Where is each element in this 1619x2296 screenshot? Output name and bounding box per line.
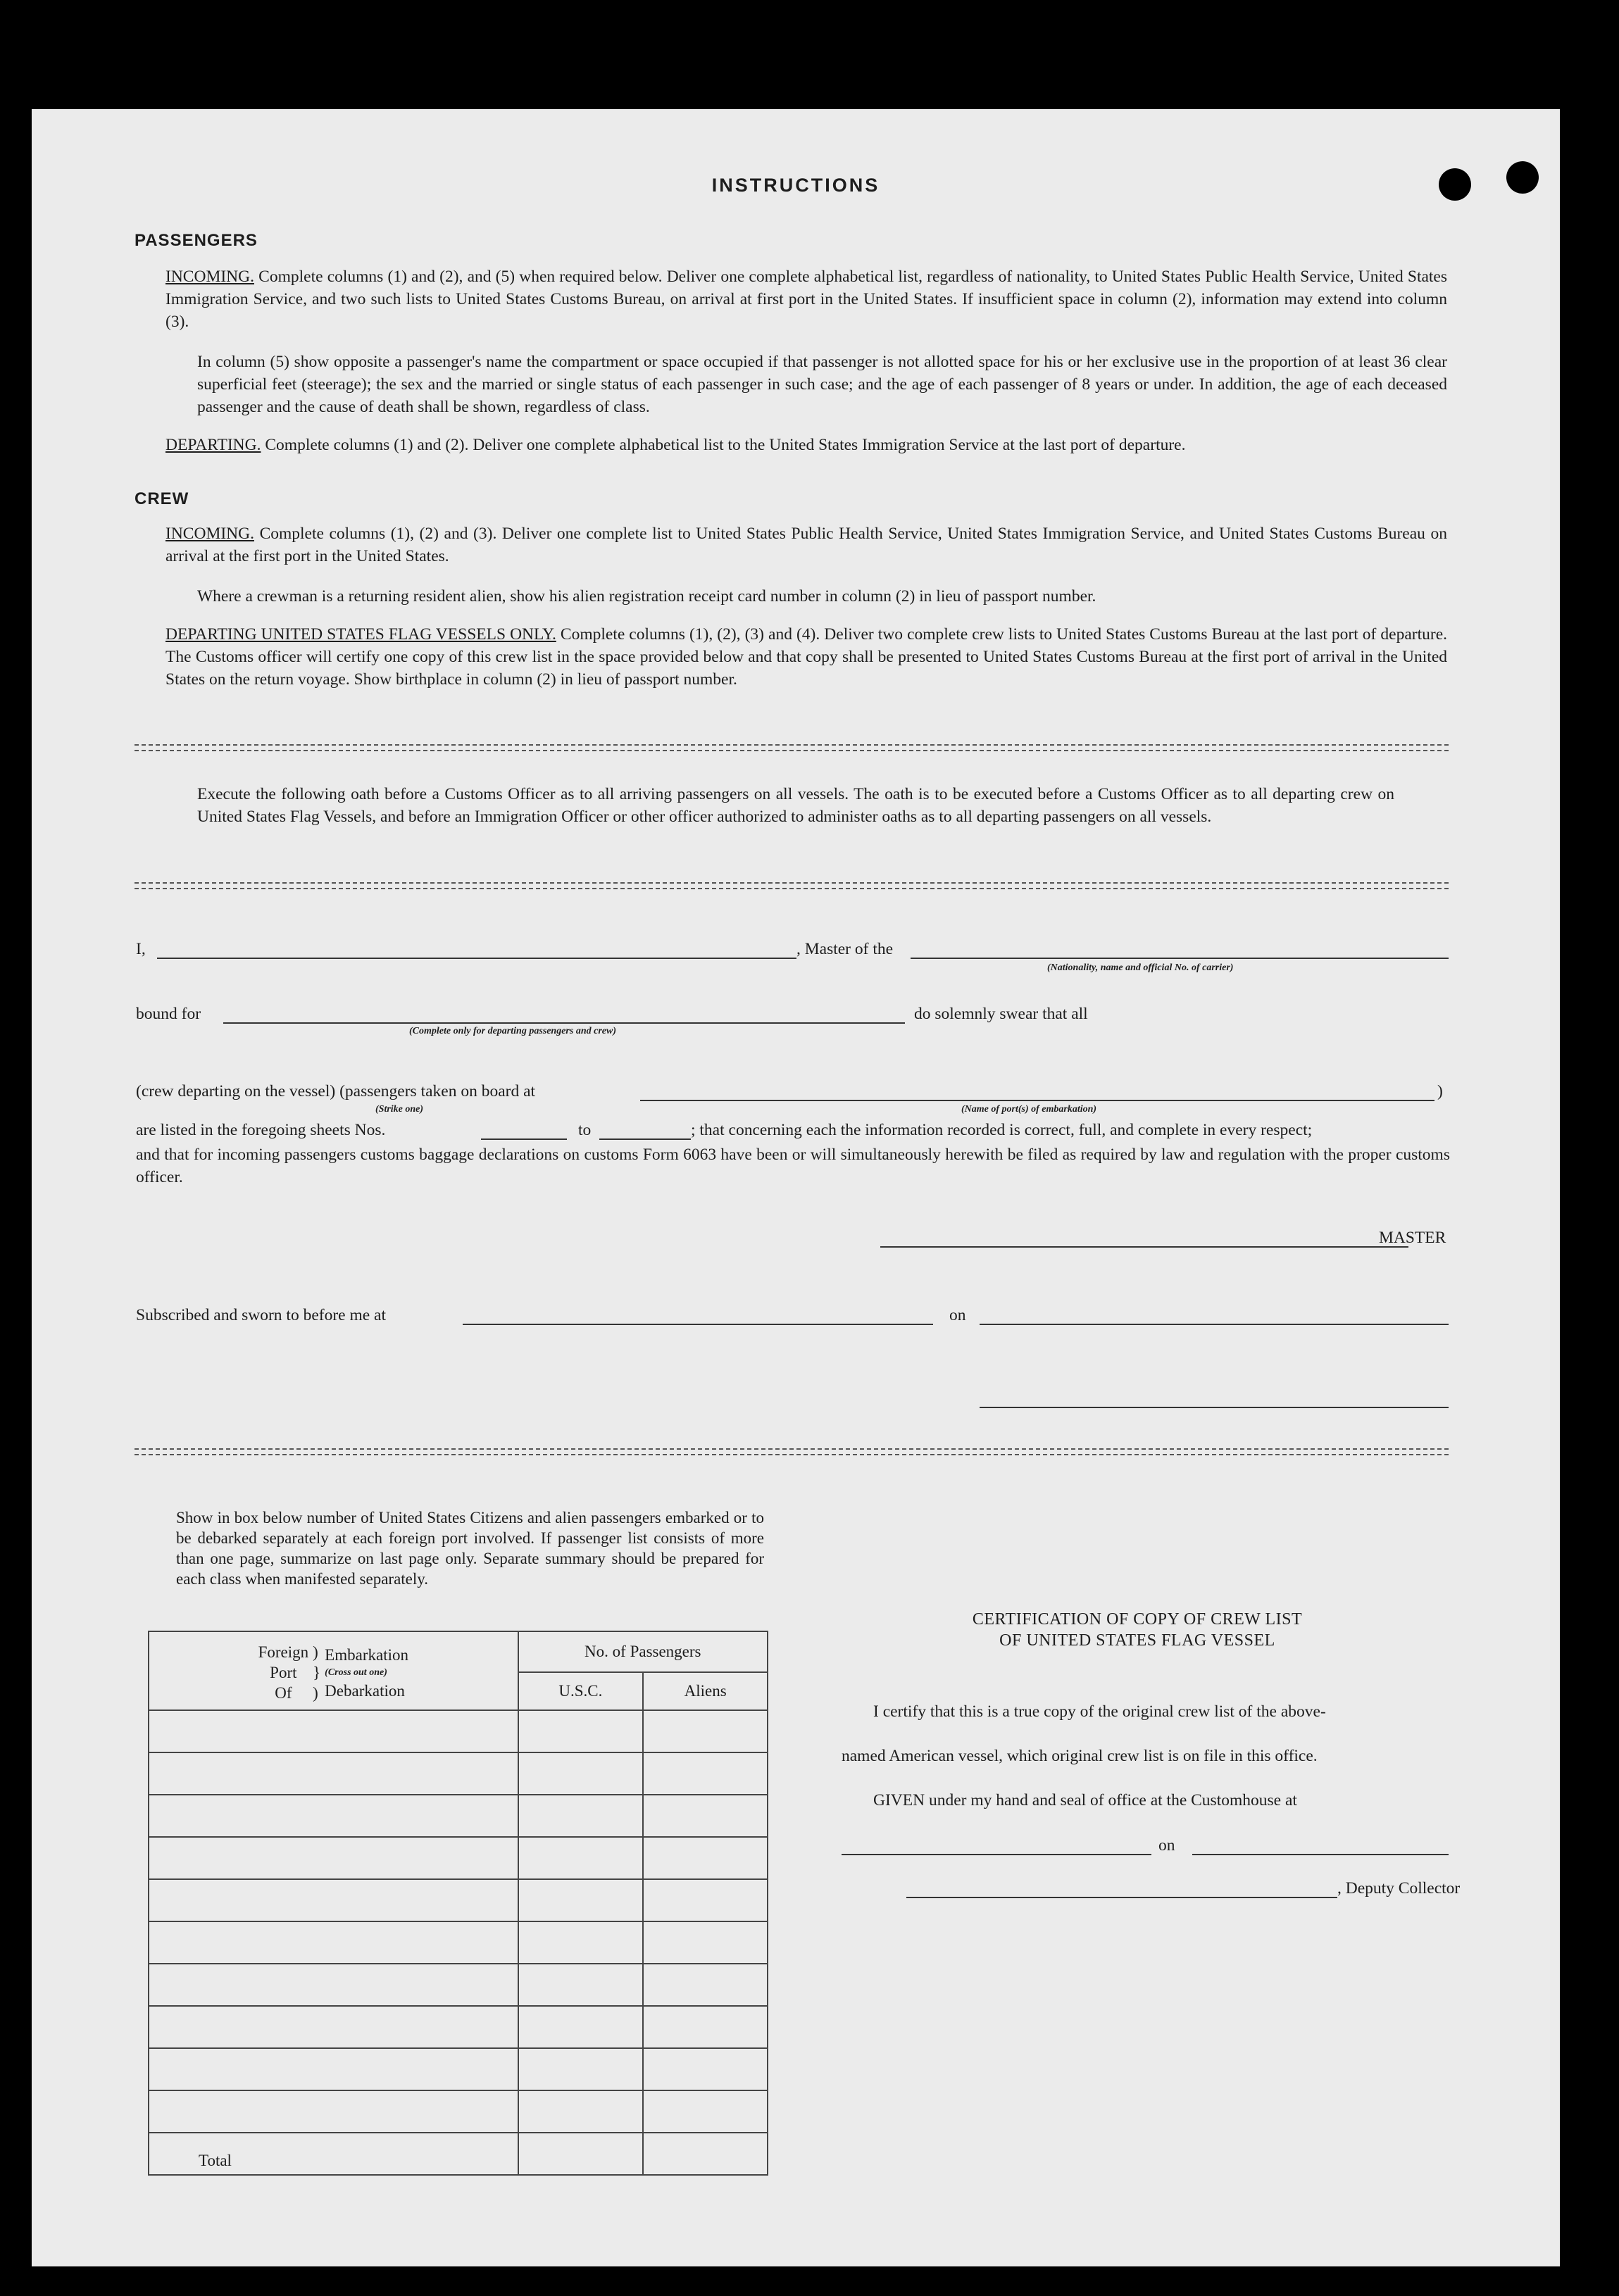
usc-cell[interactable]	[518, 1964, 644, 2006]
certification-title-line2: OF UNITED STATES FLAG VESSEL	[999, 1631, 1275, 1650]
crew-heading: CREW	[135, 489, 189, 508]
passengers-incoming-label: INCOMING.	[165, 268, 254, 286]
passengers-incoming-text: Complete columns (1) and (2), and (5) when required below. Deliver one complete alphabetical list, regardless of nationality, to United States Public Health Service, United States Immigration Service, and two such lists to United States Customs Bureau, on arrival at first port in the United States. If insufficient space in column (2), information may extend into column (3).	[165, 268, 1448, 331]
table-row	[149, 2048, 768, 2090]
crew-departing-label: DEPARTING UNITED STATES FLAG VESSELS ONLY.	[165, 625, 556, 644]
strike-caption: (Strike one)	[375, 1104, 424, 1115]
port-cell[interactable]	[149, 1752, 518, 1795]
usc-header: U.S.C.	[518, 1672, 644, 1710]
sheet-from-field[interactable]	[481, 1138, 567, 1140]
column5-paragraph	[197, 351, 1447, 418]
aliens-cell[interactable]	[643, 2006, 768, 2048]
aliens-cell[interactable]	[643, 2048, 768, 2090]
master-name-field[interactable]	[157, 958, 796, 959]
to-label: to	[578, 1121, 592, 1139]
passengers-departing-paragraph	[165, 434, 1447, 456]
crew-departing-text: Complete columns (1), (2), (3) and (4). Deliver two complete crew lists to United States Customs Bureau at the last port of departure. The Customs officer will certify one copy of this crew list in the space provided below and that copy shall be presented to United States Customs Bureau at the first port of arrival in the United States on the return voyage. Show birthplace in column (2) in lieu of passport number.	[165, 625, 1447, 689]
table-row	[149, 1710, 768, 1752]
total-row	[149, 2133, 768, 2175]
passengers-incoming-paragraph	[165, 265, 1447, 333]
aliens-cell[interactable]	[643, 2090, 768, 2133]
passengers-heading: PASSENGERS	[135, 231, 258, 250]
port-cell[interactable]	[149, 2048, 518, 2090]
master-signature-field[interactable]	[880, 1246, 1408, 1248]
aliens-cell[interactable]	[643, 1710, 768, 1752]
certification-on-label: on	[1158, 1836, 1175, 1855]
form-page	[32, 109, 1560, 2266]
oath-instruction-text: Execute the following oath before a Customs Officer as to all arriving passengers on all vessels. The oath is to be executed before a Customs Officer as to all departing crew on United States Flag Vessels, and before an Immigration Officer or other officer authorized to administer oaths as to all departing passengers on all vessels.	[197, 785, 1394, 826]
bound-caption: (Complete only for departing passengers and crew)	[409, 1026, 616, 1036]
no-passengers-header: No. of Passengers	[518, 1631, 768, 1672]
total-label: Total	[149, 2133, 518, 2175]
port-cell[interactable]	[149, 1921, 518, 1964]
table-row	[149, 1921, 768, 1964]
deputy-signature-field[interactable]	[906, 1897, 1337, 1898]
oath-i-label: I,	[136, 940, 146, 958]
usc-cell[interactable]	[518, 1879, 644, 1921]
embarkation-label: Embarkation	[325, 1645, 408, 1664]
certify-line2: named American vessel, which original crew list is on file in this office.	[842, 1747, 1318, 1765]
port-cell[interactable]	[149, 2090, 518, 2133]
baggage-text: and that for incoming passengers customs baggage declarations on customs Form 6063 have been or will simultaneously herewith be filed as required by law and regulation with the proper customs officer.	[136, 1146, 1450, 1186]
table-row	[149, 2006, 768, 2048]
given-label: GIVEN under my hand and seal of office at the Customhouse at	[873, 1791, 1297, 1809]
page-title: INSTRUCTIONS	[711, 175, 880, 196]
destination-field[interactable]	[223, 1022, 905, 1024]
oath-instruction-paragraph	[197, 783, 1394, 828]
debarkation-label: Debarkation	[325, 1681, 405, 1700]
master-label: MASTER	[1379, 1229, 1446, 1247]
aliens-cell[interactable]	[643, 1879, 768, 1921]
usc-cell[interactable]	[518, 2090, 644, 2133]
aliens-total-cell[interactable]	[643, 2133, 768, 2175]
crew-resident-text: Where a crewman is a returning resident alien, show his alien registration receipt card number in column (2) in lieu of passport number.	[197, 587, 1096, 606]
aliens-cell[interactable]	[643, 1921, 768, 1964]
cross-out-caption: (Cross out one)	[325, 1667, 387, 1678]
carrier-caption: (Nationality, name and official No. of carrier)	[1047, 962, 1234, 973]
listed-label: are listed in the foregoing sheets Nos.	[136, 1121, 386, 1139]
usc-cell[interactable]	[518, 1921, 644, 1964]
usc-cell[interactable]	[518, 1710, 644, 1752]
table-row	[149, 1752, 768, 1795]
aliens-header: Aliens	[643, 1672, 768, 1710]
sworn-on-label: on	[949, 1306, 966, 1324]
port-cell[interactable]	[149, 1795, 518, 1837]
table-row	[149, 2090, 768, 2133]
crew-incoming-text: Complete columns (1), (2) and (3). Deliver one complete list to United States Public Health Service, United States Immigration Service, and United States Customs Bureau on arrival at the first port in the United States.	[165, 525, 1447, 565]
sworn-place-field[interactable]	[463, 1324, 933, 1325]
section-divider	[135, 1448, 1449, 1455]
table-row	[149, 1795, 768, 1837]
table-row	[149, 1837, 768, 1879]
customhouse-field[interactable]	[842, 1854, 1151, 1855]
concerning-text: ; that concerning each the information recorded is correct, full, and complete in every respect;	[691, 1121, 1313, 1139]
subscribed-label: Subscribed and sworn to before me at	[136, 1306, 387, 1324]
crew-departing-label: (crew departing on the vessel) (passengers taken on board at	[136, 1082, 536, 1100]
close-paren: )	[1437, 1082, 1443, 1100]
table-row	[149, 1964, 768, 2006]
sheet-to-field[interactable]	[599, 1138, 691, 1140]
certification-date-field[interactable]	[1192, 1854, 1449, 1855]
passengers-departing-text: Complete columns (1) and (2). Deliver one complete alphabetical list to the United States Immigration Service at the last port of departure.	[265, 436, 1186, 454]
column5-text: In column (5) show opposite a passenger's name the compartment or space occupied if that passenger is not allotted space for his or her exclusive use in the proportion of at least 36 clear superficial feet (steerage); the sex and the married or single status of each passenger in such case; and the age of each passenger of 8 years or under. In addition, the age of each deceased passenger and the cause of death shall be shown, regardless of class.	[197, 353, 1447, 416]
of-label: Of	[275, 1684, 292, 1702]
usc-cell[interactable]	[518, 1752, 644, 1795]
crew-incoming-label: INCOMING.	[165, 525, 254, 543]
summary-instruction-paragraph	[176, 1507, 764, 1589]
deputy-collector-label: , Deputy Collector	[1337, 1879, 1461, 1897]
usc-cell[interactable]	[518, 2006, 644, 2048]
passenger-summary-table	[148, 1631, 768, 2176]
usc-cell[interactable]	[518, 2048, 644, 2090]
baggage-paragraph	[136, 1143, 1450, 1188]
aliens-cell[interactable]	[643, 1752, 768, 1795]
foreign-label: Foreign	[258, 1643, 309, 1661]
port-cell[interactable]	[149, 2006, 518, 2048]
port-cell[interactable]	[149, 1964, 518, 2006]
ports-caption: (Name of port(s) of embarkation)	[961, 1104, 1097, 1115]
officer-signature-field[interactable]	[980, 1407, 1449, 1408]
certify-line1: I certify that this is a true copy of the original crew list of the above-	[873, 1702, 1326, 1721]
sworn-date-field[interactable]	[980, 1324, 1449, 1325]
certification-title-line1: CERTIFICATION OF COPY OF CREW LIST	[972, 1610, 1303, 1629]
usc-cell[interactable]	[518, 1795, 644, 1837]
section-divider	[135, 744, 1449, 751]
bound-for-label: bound for	[136, 1005, 201, 1023]
crew-departing-paragraph	[165, 623, 1447, 691]
crew-resident-paragraph	[197, 585, 1447, 608]
summary-instruction-text: Show in box below number of United States Citizens and alien passengers embarked or to be debarked separately at each foreign port involved. If passenger list consists of more than one page, summarize on last page only. Separate summary should be prepared for each class when manifested separately.	[176, 1509, 764, 1588]
aliens-cell[interactable]	[643, 1964, 768, 2006]
embarkation-ports-field[interactable]	[640, 1100, 1434, 1101]
port-header-cell: Foreign Port Of ) } ) Embarkation (Cross out one) Debarkation	[149, 1631, 518, 1710]
passengers-departing-label: DEPARTING.	[165, 436, 261, 454]
aliens-cell[interactable]	[643, 1837, 768, 1879]
port-label: Port	[270, 1664, 297, 1681]
carrier-field[interactable]	[911, 958, 1449, 959]
port-cell[interactable]	[149, 1710, 518, 1752]
usc-total-cell[interactable]	[518, 2133, 644, 2175]
certification-title	[849, 1609, 1426, 1651]
section-divider	[135, 882, 1449, 889]
port-cell[interactable]	[149, 1837, 518, 1879]
usc-cell[interactable]	[518, 1837, 644, 1879]
aliens-cell[interactable]	[643, 1795, 768, 1837]
swear-label: do solemnly swear that all	[914, 1005, 1088, 1023]
crew-incoming-paragraph	[165, 522, 1447, 567]
master-of-label: , Master of the	[796, 940, 894, 958]
table-row	[149, 1879, 768, 1921]
port-cell[interactable]	[149, 1879, 518, 1921]
